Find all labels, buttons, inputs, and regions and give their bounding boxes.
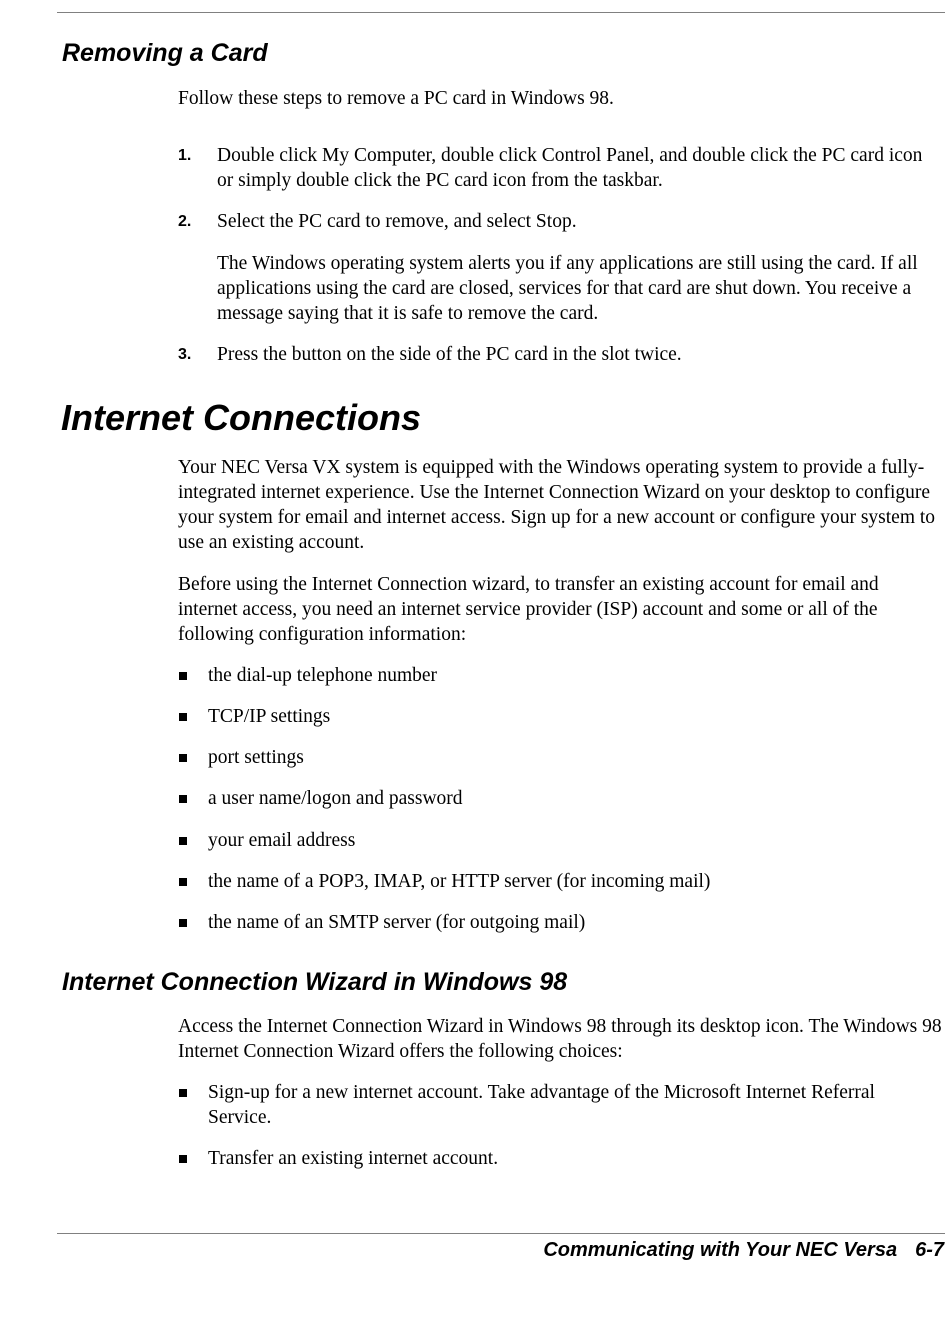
internet-connections-para-2: Before using the Internet Connection wizard, to transfer an existing account for email and internet access, you need an internet service provider (ISP) account and some or all of the following configuration information: — [178, 574, 879, 645]
step-2-note: The Windows operating system alerts you if any applications are still using the card. If all applications using the card are closed, services for that card are shut down. You receive a message saying that it is safe to remove the card. — [217, 253, 918, 324]
list-item-text: Sign-up for a new internet account. Take advantage of the Microsoft Internet Referral Service. — [208, 1082, 875, 1128]
square-bullet-icon — [179, 672, 187, 680]
list-item-text: the name of an SMTP server (for outgoing mail) — [208, 912, 586, 933]
internet-connections-heading: Internet Connections — [61, 397, 422, 438]
step-2 — [178, 209, 943, 234]
list-item-text: Transfer an existing internet account. — [208, 1148, 499, 1169]
square-bullet-icon — [179, 919, 187, 927]
step-number: 1. — [178, 147, 192, 164]
list-item-text: your email address — [208, 830, 356, 851]
list-item — [178, 828, 943, 853]
step-text: Select the PC card to remove, and select Stop. — [217, 211, 577, 232]
footer-chapter-title: Communicating with Your NEC Versa — [543, 1239, 898, 1261]
header-rule — [57, 12, 945, 13]
footer-rule — [57, 1233, 945, 1234]
step-1 — [178, 143, 943, 193]
list-item-text: port settings — [208, 747, 304, 768]
square-bullet-icon — [179, 878, 187, 886]
square-bullet-icon — [179, 713, 187, 721]
step-number: 2. — [178, 213, 192, 230]
step-number: 3. — [178, 346, 192, 363]
list-item — [178, 869, 943, 894]
square-bullet-icon — [179, 1089, 187, 1097]
step-text: Press the button on the side of the PC card in the slot twice. — [217, 344, 682, 365]
list-item — [178, 786, 943, 811]
list-item-text: TCP/IP settings — [208, 706, 331, 727]
removing-card-heading: Removing a Card — [62, 39, 268, 67]
wizard-intro: Access the Internet Connection Wizard in Windows 98 through its desktop icon. The Windows 98 Internet Connection Wizard offers the following choices: — [178, 1016, 942, 1062]
square-bullet-icon — [179, 754, 187, 762]
wizard-heading: Internet Connection Wizard in Windows 98 — [62, 968, 568, 996]
step-text: Double click My Computer, double click Control Panel, and double click the PC card icon or simply double click the PC card icon from the taskbar. — [217, 145, 923, 191]
footer-page-number: 6-7 — [915, 1239, 944, 1261]
list-item — [178, 910, 943, 935]
square-bullet-icon — [179, 795, 187, 803]
page-footer — [543, 1238, 944, 1262]
list-item — [178, 1146, 943, 1171]
internet-connections-para-1: Your NEC Versa VX system is equipped with the Windows operating system to provide a fully-integrated internet experience. Use the Internet Connection Wizard on your desktop to configure your system for email and internet access. Sign up for a new account or configure your system to use an existing account. — [178, 457, 936, 553]
list-item-text: the name of a POP3, IMAP, or HTTP server (for incoming mail) — [208, 871, 711, 892]
square-bullet-icon — [179, 837, 187, 845]
list-item — [178, 663, 943, 688]
step-3 — [178, 342, 943, 367]
list-item-text: the dial-up telephone number — [208, 665, 438, 686]
list-item — [178, 704, 943, 729]
square-bullet-icon — [179, 1155, 187, 1163]
list-item — [178, 1080, 943, 1130]
removing-card-intro: Follow these steps to remove a PC card in Windows 98. — [178, 88, 614, 109]
list-item-text: a user name/logon and password — [208, 788, 463, 809]
list-item — [178, 745, 943, 770]
